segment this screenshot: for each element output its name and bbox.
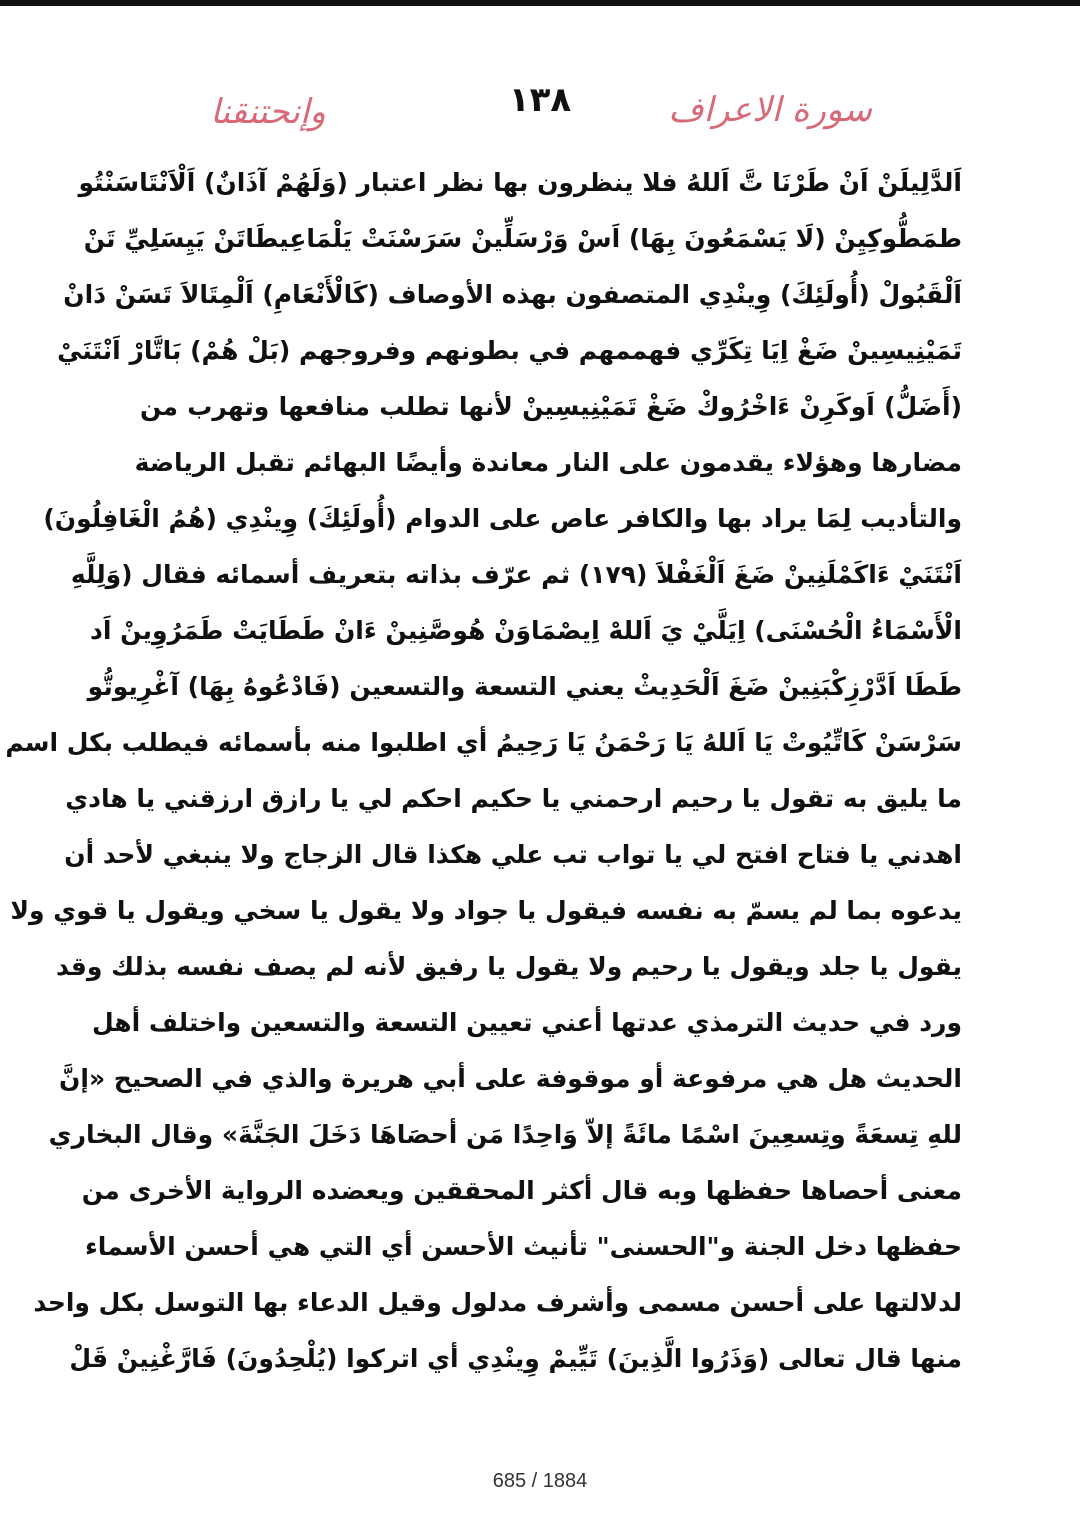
body-line: ما يليق به تقول يا رحيم ارحمني يا حكيم احكم لي يا رازق ارزقني يا هادي xyxy=(65,784,962,813)
handwritten-note-right: سورة الاعراف xyxy=(668,90,872,130)
body-line: منها قال تعالى (وَذَرُوا الَّذِينَ) تَيِّيمْ وِينْدِي أي اتركوا (يُلْحِدُونَ) فَارَّغْنِينْ قَلْ xyxy=(69,1344,962,1373)
body-line: للهِ تِسعَةً وتِسعِينَ اسْمًا مائَةً إلاّ وَاحِدًا مَن أحصَاهَا دَخَلَ الجَنَّةَ» وقال البخاري xyxy=(48,1120,962,1149)
body-line: اَنْتَنَيْ ءَاكَمْلَنِينْ ضَغَ اَلْغَفْلاَ (١٧٩) ثم عرّف بذاته بتعريف أسمائه فقال (وَلِلَّهِ xyxy=(70,560,962,589)
body-line: حفظها دخل الجنة و"الحسنى" تأنيث الأحسن أي التي هي أحسن الأسماء xyxy=(84,1232,962,1261)
page-number: ١٣٨ xyxy=(508,80,572,120)
body-line: لدلالتها على أحسن مسمى وأشرف مدلول وقيل الدعاء بها التوسل بكل واحد xyxy=(33,1288,962,1317)
body-line: ورد في حديث الترمذي عدتها أعني تعيين التسعة والتسعين واختلف أهل xyxy=(91,1008,962,1037)
body-line: اَلْقَبُولْ (أُولَئِكَ) وِينْدِي المتصفون بهذه الأوصاف (كَالْأَنْعَامِ) اَلْمِتَالاَ تَسَنْ دَانْ xyxy=(63,280,962,309)
handwritten-note-left: وإنحتنقنا xyxy=(210,92,326,132)
body-line: الحديث هل هي مرفوعة أو موقوفة على أبي هريرة والذي في الصحيح «إنَّ xyxy=(59,1064,962,1093)
body-line: والتأديب لِمَا يراد بها والكافر عاص على الدوام (أُولَئِكَ) وِينْدِي (هُمُ الْغَافِلُونَ) xyxy=(43,504,962,533)
document-body xyxy=(5,155,962,1387)
body-line: يدعوه بما لم يسمّ به نفسه فيقول يا جواد ولا يقول يا سخي ويقول يا قوي ولا xyxy=(10,896,962,925)
body-line: اهدني يا فتاح افتح لي يا تواب تب علي هكذا قال الزجاج ولا ينبغي لأحد أن xyxy=(64,840,962,869)
body-line: معنى أحصاها حفظها وبه قال أكثر المحققين ويعضده الرواية الأخرى من xyxy=(81,1176,962,1205)
page-indicator: 685 / 1884 xyxy=(492,1470,588,1492)
body-line: طمَطُّوكِيِنْ (لَا يَسْمَعُونَ بِهَا) اَسْ وَرْسَلِّينْ سَرَسْنَتْ يَلْمَاعِيطَاتَنْ يَيِسَلِيِّ تَنْ xyxy=(83,224,962,253)
body-line: طَطَا اَدَّرْزِكْبَنِينْ ضَغَ اَلْحَدِيثْ يعني التسعة والتسعين (فَادْعُوهُ بِهَا) آغْرِيوتُّو xyxy=(87,672,962,701)
body-line: تَمَيْنِيسِينْ ضَغْ اِيَا تِكَرِّي فهممهم في بطونهم وفروجهم (بَلْ هُمْ) بَاتَّارْ اَنْتَنَيْ xyxy=(57,336,962,365)
body-line: يقول يا جلد ويقول يا رحيم ولا يقول يا رفيق لأنه لم يصف نفسه بذلك وقد xyxy=(56,952,962,981)
body-line: الْأَسْمَاءُ الْحُسْنَى) اِيَلَّيْ يَ اَللهْ اِيصْمَاوَنْ هُوصَّنِينْ ءَانْ طَطَايَتْ طَمَرُوِينْ اَد xyxy=(90,616,962,645)
body-line: (أَضَلُّ) اَوكَرِنْ ءَاخْرُوكْ ضَغْ تَمَيْنِيسِينْ لأنها تطلب منافعها وتهرب من xyxy=(140,392,962,421)
body-line: سَرْسَنْ كَاتِّيُوتْ يَا اَللهُ يَا رَحْمَنُ يَا رَحِيمُ أي اطلبوا منه بأسمائه فيطلب بكل اسم xyxy=(5,728,962,757)
page-top-border xyxy=(0,0,1080,6)
body-line: مضارها وهؤلاء يقدمون على النار معاندة وأيضًا البهائم تقبل الرياضة xyxy=(134,448,962,477)
body-line: اَلدَّلِيلَنْ اَنْ طَرْنَا تَّ اَللهُ فلا ينظرون بها نظر اعتبار (وَلَهُمْ آذَانٌ) اَلْاَنْتَاسَنْتُو xyxy=(78,168,962,197)
